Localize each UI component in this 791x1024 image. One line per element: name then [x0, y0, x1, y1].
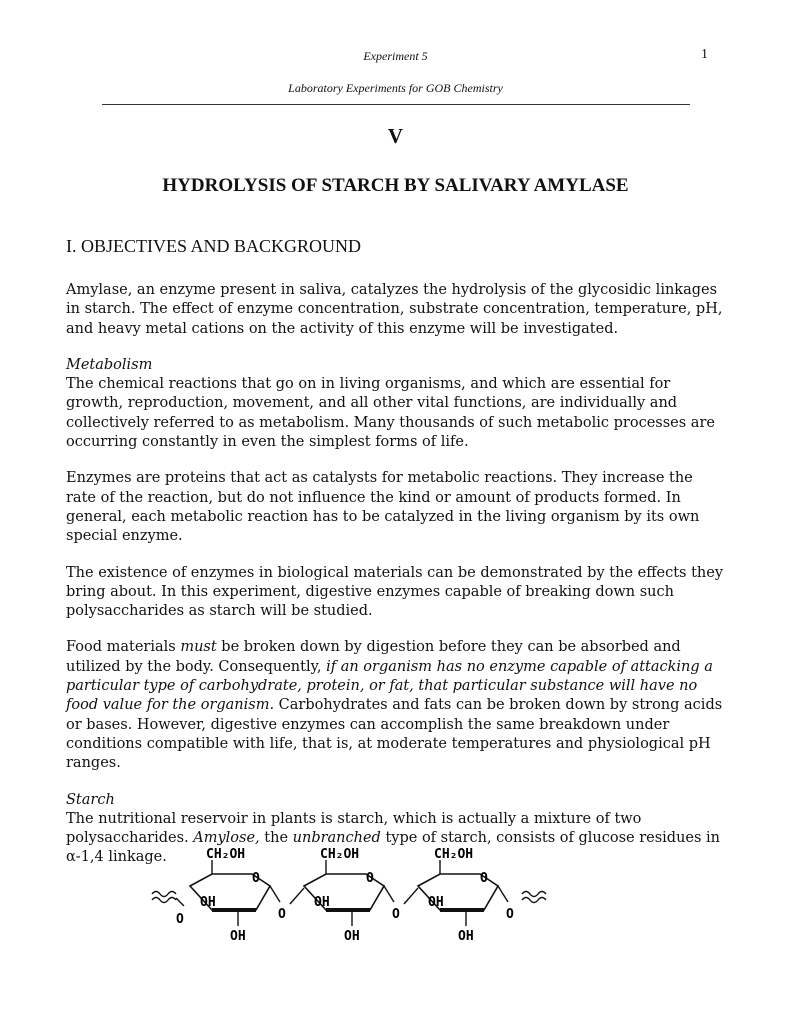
paragraph-food [66, 638, 726, 773]
ring-oxygen-label: O [366, 871, 374, 886]
bond-line [404, 888, 418, 904]
text-run: Carbohydrates and fats can be broken down by strong acids or bases. However, digestive enzymes can accomplish the same breakdown under conditions compatible with life, that is, at moderate temperatures and physiological pH ranges. [66, 697, 723, 772]
ch2oh-label: CH₂OH [206, 847, 246, 862]
text-run: the [259, 830, 293, 847]
hydroxyl-label: OH [230, 929, 246, 944]
wavy-chain-end-right [522, 892, 546, 897]
ch2oh-label: CH₂OH [434, 847, 474, 862]
wavy-chain-end-left [152, 892, 176, 897]
glucose-ring-group [152, 847, 546, 944]
ch2oh-label: CH₂OH [320, 847, 360, 862]
paragraph-intro: Amylase, an enzyme present in saliva, catalyzes the hydrolysis of the glycosidic linkages in starch. The effect of enzyme concentration, substrate concentration, temperature, pH, and heavy metal cations on the activity of this enzyme will be investigated. [66, 282, 723, 337]
emphasis-amylose: Amylose, [193, 830, 260, 847]
header-rule [102, 104, 690, 105]
hydroxyl-label: OH [428, 895, 444, 910]
wavy-chain-end-right [522, 898, 546, 903]
emphasis-unbranched: unbranched [292, 830, 381, 847]
paragraph-enzymes: Enzymes are proteins that act as catalysts for metabolic reactions. They increase the rate of the reaction, but do not influence the kind or amount of products formed. In general, each metabolic reaction has to be catalyzed in the living organism by its own special enzyme. [66, 470, 700, 545]
bond-line [270, 886, 280, 902]
emphasis-statement: if an organism has no enzyme capable of attacking a particular type of carbohydrate, protein, or fat, that particular substance will have no food value for the organism. [66, 658, 713, 714]
linkage-oxygen-label: O [506, 907, 514, 922]
hydroxyl-label: OH [458, 929, 474, 944]
linkage-oxygen-label: O [392, 907, 400, 922]
linkage-oxygen-label: O [176, 912, 184, 927]
text-run: The nutritional reservoir in plants is starch, which is actually a mixture of two polysaccharides. [66, 810, 642, 847]
ring-oxygen-label: O [480, 871, 488, 886]
paragraph-metabolism-text: The chemical reactions that go on in living organisms, and which are essential for growth, reproduction, movement, and all other vital functions, are individually and collectively referred to as metabolism. Many thousands of such metabolic processes are occurring constantly in even the simplest forms of life. [66, 376, 715, 451]
bond-line [384, 886, 394, 902]
emphasis-must: must [180, 639, 217, 656]
body-text [66, 281, 726, 885]
subheading-metabolism: Metabolism [66, 356, 153, 373]
subheading-starch: Starch [66, 791, 115, 808]
amylose-structure-figure [150, 846, 560, 956]
ring-oxygen-label: O [252, 871, 260, 886]
running-header-book: Laboratory Experiments for GOB Chemistry [288, 81, 503, 95]
linkage-oxygen-label: O [278, 907, 286, 922]
bond-line [498, 886, 508, 902]
running-header-experiment: Experiment 5 [363, 49, 428, 63]
chapter-number: V [387, 124, 404, 148]
text-run: be broken down by digestion before they can be absorbed and utilized by the body. Consequently, [66, 639, 681, 675]
text-run: type of starch, consists of glucose residues in α-1,4 linkage. [66, 830, 721, 866]
paragraph-existence: The existence of enzymes in biological materials can be demonstrated by the effects they bring about. In this experiment, digestive enzymes capable of breaking down such polysaccharides as starch will be studied. [66, 564, 724, 620]
hydroxyl-label: OH [200, 895, 216, 910]
text-run: Food materials [66, 639, 181, 656]
bond-line [176, 898, 184, 906]
section-heading: I. OBJECTIVES AND BACKGROUND [66, 236, 362, 256]
page-number: 1 [701, 47, 708, 62]
bond-line [290, 888, 304, 904]
wavy-chain-end-left [152, 898, 176, 903]
page-title: HYDROLYSIS OF STARCH BY SALIVARY AMYLASE [162, 175, 629, 196]
hydroxyl-label: OH [344, 929, 360, 944]
hydroxyl-label: OH [314, 895, 330, 910]
paragraph-metabolism [66, 356, 726, 452]
